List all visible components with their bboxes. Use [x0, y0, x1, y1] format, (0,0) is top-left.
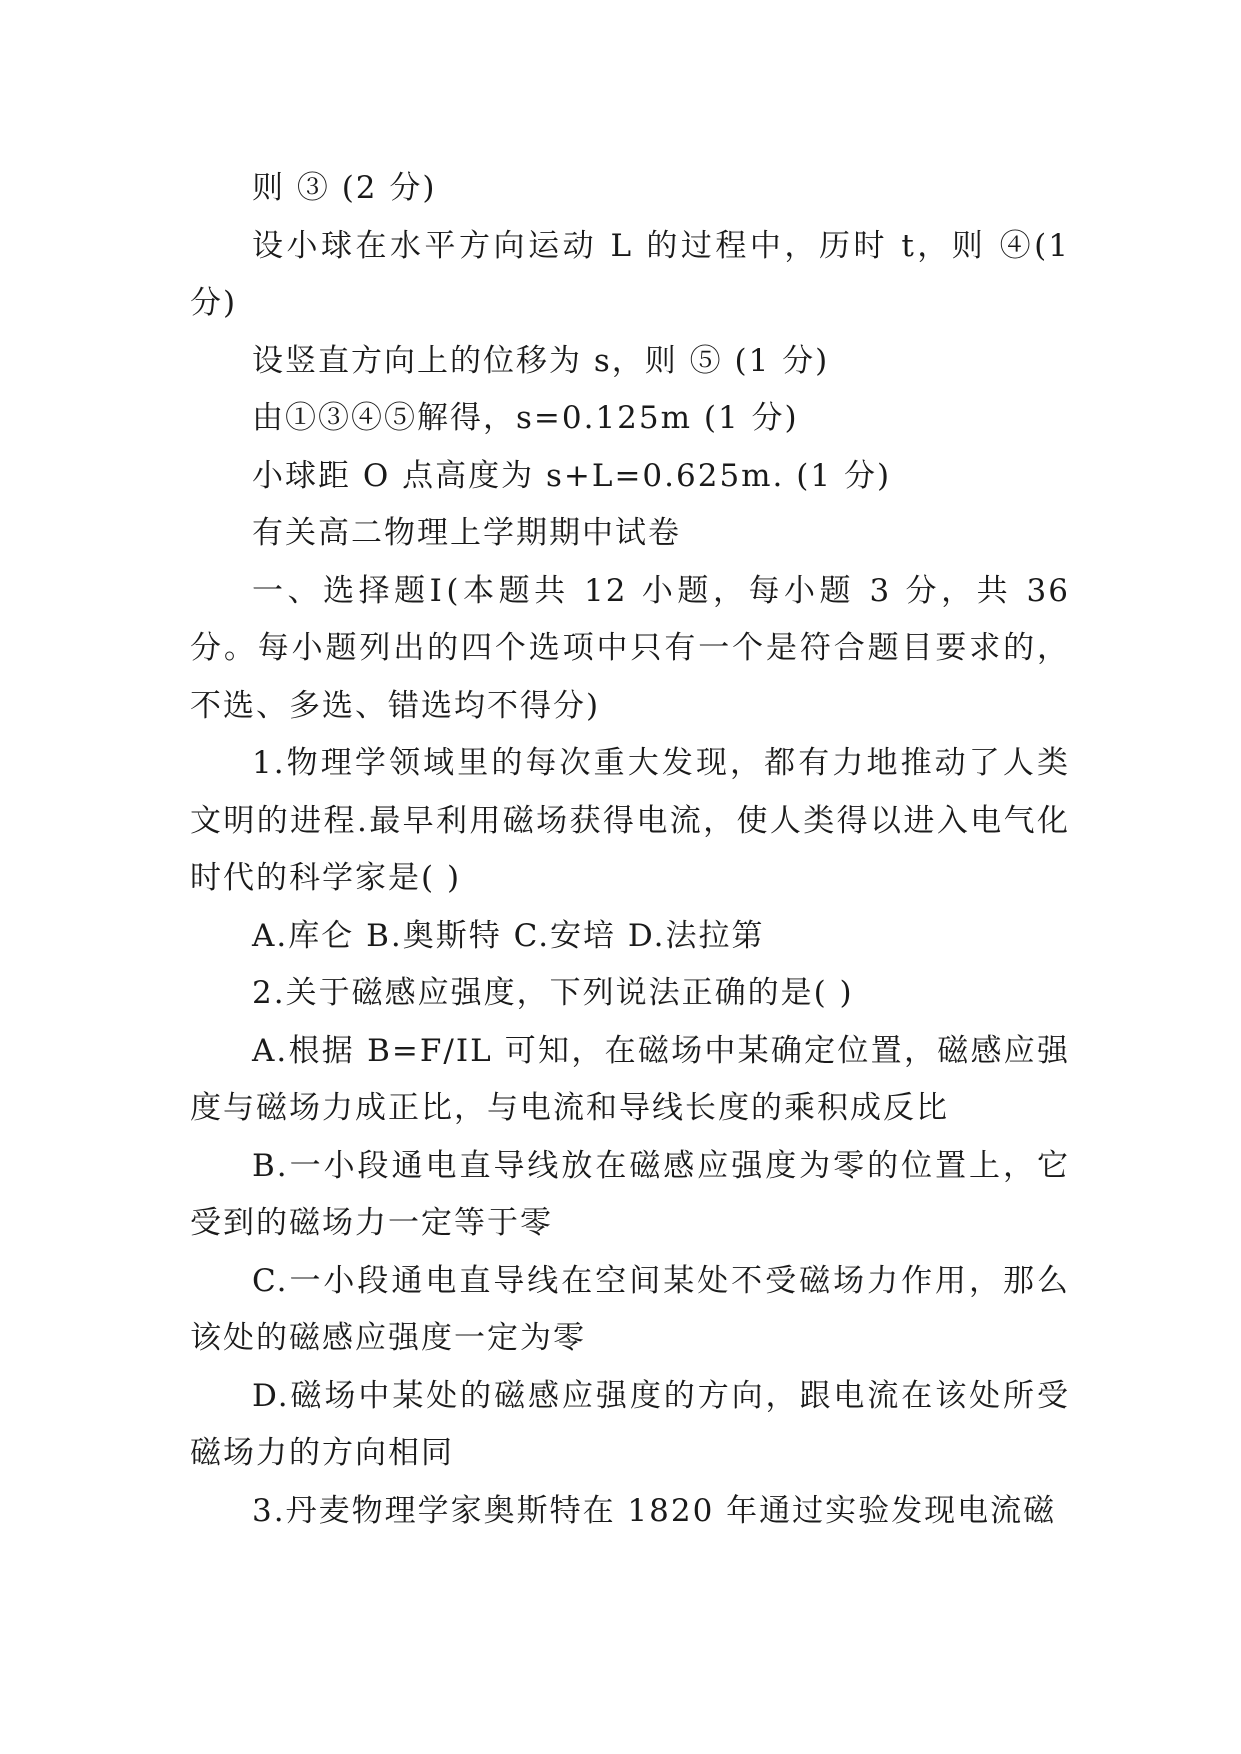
question-2: 2.关于磁感应强度，下列说法正确的是( ) [252, 975, 854, 1011]
question-1-options: A.库仑 B.奥斯特 C.安培 D.法拉第 [252, 917, 765, 954]
question-2-option-d: D.磁场中某处的磁感应强度的方向，跟电流在该处所受磁场力的方向相同 [190, 1377, 1070, 1471]
document-body [190, 160, 1070, 1540]
paragraph: 设竖直方向上的位移为 s，则 ⑤ (1 分) [252, 342, 830, 379]
question-2-option-b: B.一小段通电直导线放在磁感应强度为零的位置上，它受到的磁场力一定等于零 [190, 1147, 1070, 1241]
paragraph: 小球距 O 点高度为 s+L=0.625m. (1 分) [252, 457, 892, 494]
paragraph: 由①③④⑤解得，s=0.125m (1 分) [252, 400, 799, 436]
question-2-option-c: C.一小段通电直导线在空间某处不受磁场力作用，那么该处的磁感应强度一定为零 [190, 1262, 1070, 1356]
paragraph: 则 ③ (2 分) [252, 170, 437, 206]
section-title: 有关高二物理上学期期中试卷 [252, 515, 681, 551]
paragraph: 设小球在水平方向运动 L 的过程中，历时 t，则 ④(1 分) [190, 227, 1070, 321]
question-3: 3.丹麦物理学家奥斯特在 1820 年通过实验发现电流磁 [252, 1492, 1057, 1529]
section-instructions: 一、选择题Ⅰ(本题共 12 小题，每小题 3 分，共 36 分。每小题列出的四个选项中只有一个是符合题目要求的，不选、多选、错选均不得分) [190, 572, 1070, 724]
question-2-option-a: A.根据 B=F/IL 可知，在磁场中某确定位置，磁感应强度与磁场力成正比，与电流和导线长度的乘积成反比 [190, 1032, 1070, 1126]
question-1: 1.物理学领域里的每次重大发现，都有力地推动了人类文明的进程.最早利用磁场获得电流，使人类得以进入电气化时代的科学家是( ) [190, 745, 1070, 896]
